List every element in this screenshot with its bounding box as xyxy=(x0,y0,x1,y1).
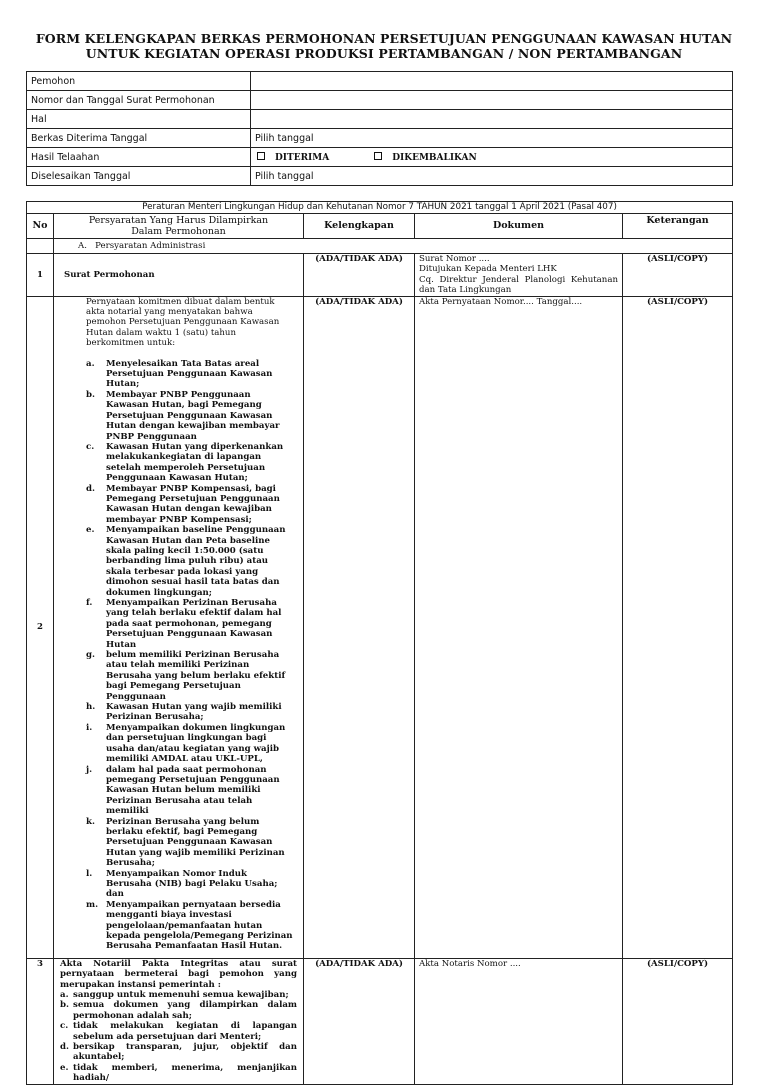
row-3-no: 3 xyxy=(27,958,54,1084)
section-a-row xyxy=(27,239,733,254)
column-header-row xyxy=(27,214,733,239)
row-3-keterangan[interactable]: (ASLI/COPY) xyxy=(623,958,733,1084)
list-item: b. Membayar PNBP Penggunaan Kawasan Hutan, bagi Pemegang Persetujuan Penggunaan Kawasan Hutan dengan kewajiban membayar PNBP Penggunaan xyxy=(86,389,280,442)
row-2-keterangan[interactable]: (ASLI/COPY) xyxy=(623,296,733,958)
list-item: d. bersikap transparan, jujur, objektif dan akuntabel; xyxy=(60,1042,297,1063)
diselesaikan-row xyxy=(27,167,733,186)
hal-label: Hal xyxy=(27,110,251,129)
row-2-no: 2 xyxy=(27,296,54,958)
row-1-requirement: Surat Permohonan xyxy=(54,254,304,297)
pemohon-label: Pemohon xyxy=(27,72,251,91)
row-2-commitment-list xyxy=(86,359,295,952)
regulation-text: Peraturan Menteri Lingkungan Hidup dan Kehutanan Nomor 7 TAHUN 2021 tanggal 1 April 2021 (Pasal 407) xyxy=(27,202,733,214)
list-item: c. tidak melakukan kegiatan di lapangan sebelum ada persetujuan dari Menteri; xyxy=(60,1021,297,1042)
row-3-requirement xyxy=(54,958,304,1084)
row-2-intro: Pernyataan komitmen dibuat dalam bentuk akta notarial yang menyatakan bahwa pemohon Persetujuan Penggunaan Kawasan Hutan dalam waktu 1 (satu) tahun berkomitmen untuk: xyxy=(86,296,280,349)
row-2-kelengkapan[interactable]: (ADA/TIDAK ADA) xyxy=(304,296,415,958)
diterima-label: DITERIMA xyxy=(275,152,330,163)
hasil-label: Hasil Telaahan xyxy=(27,148,251,167)
pemohon-row xyxy=(27,72,733,91)
list-item: b. semua dokumen yang dilampirkan dalam permohonan adalah sah; xyxy=(60,1000,297,1021)
list-item: f. Menyampaikan Perizinan Berusaha yang telah berlaku efektif dalam hal pada saat permohonan, pemegang Persetujuan Penggunaan Kawasan Hutan xyxy=(86,598,282,650)
nomor-value-field[interactable] xyxy=(251,91,733,110)
row-1-doc-line-3: Cq. Direktur Jenderal Planologi Kehutanan dan Tata Lingkungan xyxy=(419,274,618,296)
berkas-label: Berkas Diterima Tanggal xyxy=(27,129,251,148)
berkas-date-picker[interactable]: Pilih tanggal xyxy=(251,129,733,148)
row-3-dokumen[interactable]: Akta Notaris Nomor .... xyxy=(415,958,623,1084)
table-row xyxy=(27,254,733,297)
list-item: i. Menyampaikan dokumen lingkungan dan persetujuan lingkungan bagi usaha dan/atau kegiatan yang wajib memiliki AMDAL atau UKL-UPL, xyxy=(86,722,286,765)
row-3-integrity-list xyxy=(60,990,297,1084)
dikembalikan-label: DIKEMBALIKAN xyxy=(392,152,477,163)
row-1-doc-line-1: Surat Nomor .... xyxy=(419,254,490,264)
regulation-row xyxy=(27,202,733,214)
list-item: e. Menyampaikan baseline Penggunaan Kawasan Hutan dan Peta baseline skala paling kecil 1:50.000 (satu berbanding lima puluh ribu) atau skala terbesar pada lokasi yang dimohon sesuai hasil tata batas dan dokumen lingkungan; xyxy=(86,525,286,598)
list-item: j. dalam hal pada saat permohonan pemegang Persetujuan Penggunaan Kawasan Hutan belum memiliki Perizinan Berusaha atau telah memiliki xyxy=(86,764,280,817)
dikembalikan-checkbox[interactable] xyxy=(374,152,382,160)
hal-value-field[interactable] xyxy=(251,110,733,129)
form-title-line-2: UNTUK KEGIATAN OPERASI PRODUKSI PERTAMBANGAN / NON PERTAMBANGAN xyxy=(85,46,683,61)
pemohon-value-field[interactable] xyxy=(251,72,733,91)
col-dokumen: Dokumen xyxy=(415,214,623,239)
section-a-heading: A. Persyaratan Administrasi xyxy=(54,239,733,254)
col-keterangan: Keterangan xyxy=(623,214,733,239)
row-3-kelengkapan[interactable]: (ADA/TIDAK ADA) xyxy=(304,958,415,1084)
row-3-intro: Akta Notariil Pakta Integritas atau surat pernyataan bermeterai bagi pemohon yang merupakan instansi pemerintah : xyxy=(60,958,297,990)
nomor-label: Nomor dan Tanggal Surat Permohonan xyxy=(27,91,251,110)
diterima-checkbox[interactable] xyxy=(257,152,265,160)
col-persyaratan: Persyaratan Yang Harus Dilampirkan Dalam Permohonan xyxy=(54,214,304,239)
list-item: h. Kawasan Hutan yang wajib memiliki Perizinan Berusaha; xyxy=(86,702,282,723)
hasil-options xyxy=(251,148,733,167)
col-no: No xyxy=(27,214,54,239)
list-item: k. Perizinan Berusaha yang belum berlaku efektif, bagi Pemegang Persetujuan Penggunaan Kawasan Hutan yang wajib memiliki Perizinan Berusaha; xyxy=(86,816,285,869)
row-1-doc-line-2: Ditujukan Kepada Menteri LHK xyxy=(419,264,557,275)
list-item: c. Kawasan Hutan yang diperkenankan melakukankegiatan di lapangan setelah memperoleh Persetujuan Penggunaan Kawasan Hutan; xyxy=(86,441,284,484)
table-row xyxy=(27,296,733,958)
hasil-row xyxy=(27,148,733,167)
row-1-dokumen[interactable] xyxy=(415,254,623,297)
row-1-keterangan[interactable]: (ASLI/COPY) xyxy=(623,254,733,297)
applicant-info-table xyxy=(26,71,733,186)
berkas-row xyxy=(27,129,733,148)
list-item: e. tidak memberi, menerima, menjanjikan hadiah/ xyxy=(60,1062,297,1084)
table-row xyxy=(27,958,733,1084)
hal-row xyxy=(27,110,733,129)
row-2-requirement xyxy=(54,296,304,958)
col-kelengkapan: Kelengkapan xyxy=(304,214,415,239)
row-2-dokumen[interactable]: Akta Pernyataan Nomor.... Tanggal.... xyxy=(415,296,623,958)
list-item: l. Menyampaikan Nomor Induk Berusaha (NIB) bagi Pelaku Usaha; dan xyxy=(86,868,278,900)
list-item: g. belum memiliki Perizinan Berusaha atau telah memiliki Perizinan Berusaha yang belum berlaku efektif bagi Pemegang Persetujuan Penggunaan xyxy=(86,650,286,702)
nomor-row xyxy=(27,91,733,110)
diselesaikan-label: Diselesaikan Tanggal xyxy=(27,167,251,186)
list-item: d. Membayar PNBP Kompensasi, bagi Pemegang Persetujuan Penggunaan Kawasan Hutan dengan kewajiban membayar PNBP Kompensasi; xyxy=(86,483,280,525)
form-title-line-1: FORM KELENGKAPAN BERKAS PERMOHONAN PERSETUJUAN PENGGUNAAN KAWASAN HUTAN xyxy=(35,31,733,46)
list-item: a. sanggup untuk memenuhi semua kewajiban; xyxy=(60,990,289,1001)
list-item: m. Menyampaikan pernyataan bersedia mengganti biaya investasi pengelolaan/pemanfaatan hutan kepada pengelola/Pemegang Perizinan Berusaha Pemanfaatan Hasil Hutan. xyxy=(86,899,293,952)
list-item: a. Menyelesaikan Tata Batas areal Persetujuan Penggunaan Kawasan Hutan; xyxy=(86,358,273,390)
row-1-kelengkapan[interactable]: (ADA/TIDAK ADA) xyxy=(304,254,415,297)
requirements-table xyxy=(26,201,733,1085)
diselesaikan-date-picker[interactable]: Pilih tanggal xyxy=(251,167,733,186)
row-1-no: 1 xyxy=(27,254,54,297)
